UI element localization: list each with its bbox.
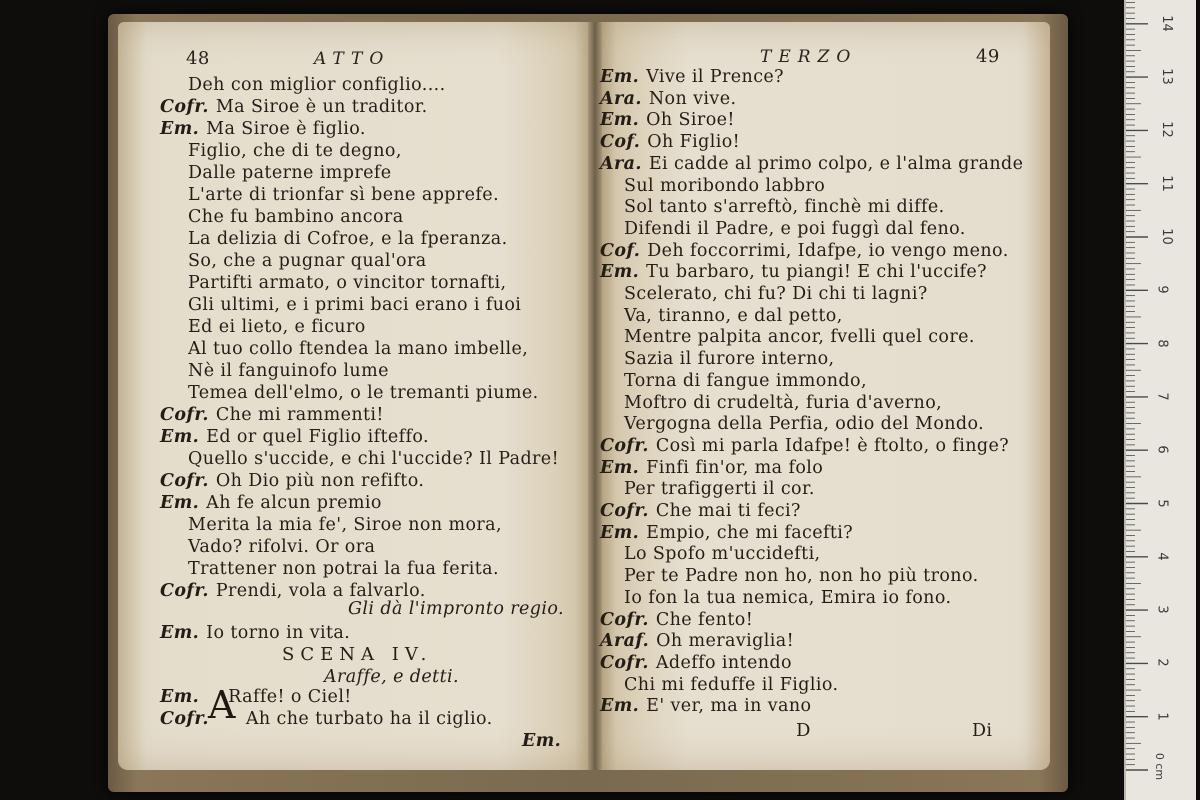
- verse-line: [188, 250, 427, 272]
- speaker-label: Cof.: [600, 240, 641, 261]
- left-page-number: 48: [186, 48, 210, 69]
- verse-text: Raffe! o Ciel!: [228, 687, 352, 707]
- verse-text: Ei cadde al primo colpo, e l'alma grande: [648, 153, 1024, 174]
- speaker-label: Em.: [160, 687, 200, 707]
- verse-line: [600, 630, 794, 652]
- speaker-label: Cofr.: [600, 435, 649, 456]
- verse-text: Vado? rifolvi. Or ora: [188, 537, 376, 557]
- verse-line: [624, 175, 825, 197]
- ruler-label: 5: [1154, 498, 1170, 508]
- ruler-label: 10: [1158, 228, 1174, 245]
- speaker-label: Cofr.: [160, 405, 209, 425]
- verse-line: [600, 109, 735, 131]
- ruler-label: 3: [1154, 605, 1170, 614]
- verse-text: Oh Dio più non refifto.: [215, 471, 425, 491]
- verse-text: Io fon la tua nemica, Emira io fono.: [624, 587, 952, 608]
- speaker-label: Araf.: [600, 631, 650, 652]
- speaker-label: Em.: [600, 67, 640, 87]
- verse-line: [600, 66, 784, 88]
- verse-text: Partifti armato, o vincitor tornafti,: [188, 273, 507, 293]
- verse-line: [600, 435, 1009, 457]
- verse-text: Adeffo intendo: [655, 652, 792, 673]
- measurement-ruler: [1124, 0, 1196, 800]
- verse-text: Deh foccorrimi, Idafpe, io vengo meno.: [647, 240, 1009, 261]
- verse-text: Ma Siroe è un traditor.: [215, 97, 428, 117]
- speaker-label: Ara.: [600, 153, 642, 174]
- verse-text: Lo Spofo m'uccidefti,: [624, 544, 821, 565]
- speaker-label: Cofr.: [160, 471, 209, 491]
- verse-line: [160, 118, 366, 140]
- speaker-label: Cof.: [600, 132, 641, 153]
- verse-line: [160, 96, 428, 118]
- verse-line: [160, 404, 384, 426]
- verse-line: [600, 88, 736, 110]
- speaker-label: Cofr.: [160, 97, 209, 117]
- verse-text: Ed ei lieto, e ficuro: [188, 317, 366, 337]
- verse-text: Mentre palpita ancor, fvelli quel core.: [624, 327, 975, 348]
- ruler-label: 12: [1158, 121, 1174, 139]
- verse-line: [624, 392, 942, 414]
- verse-line: [600, 522, 853, 544]
- verse-text: Non vive.: [648, 88, 737, 109]
- verse-text: Per te Padre non ho, non ho più trono.: [624, 566, 979, 587]
- verse-line: [188, 382, 539, 404]
- verse-text: Ah che turbato ha il ciglio.: [245, 709, 493, 729]
- verse-line: [624, 370, 867, 392]
- right-running-head: TERZO: [760, 47, 858, 67]
- ruler-label: 9: [1154, 285, 1170, 294]
- verse-text: Per trafiggerti il cor.: [624, 479, 815, 500]
- scene-cast: Araffe, e detti.: [324, 667, 459, 687]
- verse-line: [600, 131, 740, 153]
- speaker-label: Cofr.: [600, 501, 649, 521]
- verse-line: [624, 348, 835, 370]
- ruler-label: 6: [1154, 445, 1170, 454]
- verse-text: Empio, che mi facefti?: [646, 522, 854, 543]
- ruler-label: 1: [1154, 712, 1170, 721]
- verse-text: Ah fe alcun premio: [206, 493, 382, 513]
- scene-heading: SCENA IV.: [282, 644, 433, 665]
- verse-text: Trattener non potrai la fua ferita.: [188, 559, 499, 579]
- speaker-label: Cofr.: [160, 581, 209, 601]
- ruler-label: 13: [1158, 68, 1174, 85]
- verse-text: Figlio, che di te degno,: [188, 141, 402, 161]
- speaker-label: Em.: [160, 493, 200, 513]
- verse-line: [188, 140, 402, 162]
- verse-line: [600, 261, 987, 283]
- right-catchword: Di: [972, 721, 993, 741]
- verse-text: Gli ultimi, e i primi baci erano i fuoi: [188, 295, 522, 315]
- verse-line: [188, 272, 506, 294]
- verse-line: [624, 478, 815, 500]
- ruler-label: 7: [1154, 392, 1170, 401]
- verse-line: [624, 218, 966, 240]
- verse-text: Oh Siroe!: [646, 110, 735, 131]
- verse-text: Sul moribondo labbro: [624, 175, 826, 196]
- speaker-label: Em.: [600, 457, 640, 478]
- right-page-number: 49: [976, 46, 1000, 67]
- verse-line: [624, 565, 979, 587]
- speaker-label: Em.: [600, 110, 640, 131]
- verse-line: [624, 543, 821, 565]
- verse-text: Quello s'uccide, e chi l'uccide? Il Padre!: [188, 449, 559, 469]
- verse-line: [624, 283, 928, 305]
- verse-text: Ma Siroe è figlio.: [206, 119, 366, 139]
- verse-line: [188, 206, 404, 228]
- verse-line: [600, 695, 811, 717]
- verse-text: Moftro di crudeltà, furia d'averno,: [624, 392, 943, 413]
- verse-line: [600, 500, 801, 522]
- verse-text: Difendi il Padre, e poi fuggì dal feno.: [624, 218, 966, 239]
- verse-text: Oh Figlio!: [647, 132, 741, 153]
- verse-text: Che fu bambino ancora: [188, 207, 404, 227]
- verse-line: [160, 492, 382, 514]
- ruler-label: 8: [1154, 338, 1170, 348]
- speaker-label: Cofr.: [600, 609, 649, 630]
- verse-line: [624, 196, 945, 218]
- verse-text: Torna di fangue immondo,: [624, 370, 867, 391]
- verse-line: [188, 294, 521, 316]
- verse-text: So, che a pugnar qual'ora: [188, 251, 427, 271]
- last-line-1: [160, 686, 352, 708]
- verse-text: Va, tiranno, e dal petto,: [624, 305, 843, 326]
- verse-line: [600, 457, 823, 479]
- verse-text: Che mi rammenti!: [215, 405, 384, 425]
- speaker-label: Em.: [600, 696, 640, 717]
- verse-text: Al tuo collo ftendea la mano imbelle,: [188, 339, 529, 359]
- verse-text: Sazia il furore interno,: [624, 349, 835, 370]
- verse-text: Così mi parla Idafpe! è ftolto, o finge?: [655, 435, 1010, 456]
- verse-text: Che mai ti feci?: [655, 501, 801, 521]
- verse-text: Tu barbaro, tu piangi! E chi l'uccife?: [646, 262, 987, 283]
- speaker-label: Em.: [160, 427, 200, 447]
- verse-line: [160, 470, 424, 492]
- verse-text: E' ver, ma in vano: [646, 696, 812, 717]
- verse-line: [600, 153, 1023, 175]
- verse-text: Merita la mia fe', Siroe non mora,: [188, 515, 502, 535]
- verse-line: [624, 305, 843, 327]
- verse-text: Ed or quel Figlio ifteffo.: [206, 427, 429, 447]
- verse-line: [600, 240, 1009, 262]
- verse-text: Che fento!: [655, 609, 754, 630]
- verse-line: [188, 184, 499, 206]
- verse-line: [188, 228, 508, 250]
- verse-line: [188, 558, 499, 580]
- speaker-label: Em.: [160, 623, 200, 643]
- verse-text: Dalle paterne imprefe: [188, 163, 392, 183]
- verse-text: Chi mi feduffe il Figlio.: [624, 674, 839, 695]
- verse-line: [188, 338, 528, 360]
- verse-line: [188, 316, 366, 338]
- verse-line: [624, 587, 951, 609]
- verse-text: Temea dell'elmo, o le tremanti piume.: [188, 383, 539, 403]
- verse-text: Sol tanto s'arreftò, finchè mi diffe.: [624, 197, 945, 218]
- verse-line: [624, 326, 975, 348]
- verse-line: [188, 360, 389, 382]
- verse-line: [188, 448, 559, 470]
- verse-text: Io torno in vita.: [206, 623, 351, 643]
- last-line-2: [160, 708, 493, 730]
- speaker-label: Em.: [600, 262, 640, 283]
- after-stage-line: [160, 622, 350, 644]
- ruler-label: 11: [1158, 174, 1174, 192]
- verse-text: Finfi fin'or, ma folo: [646, 457, 824, 478]
- verse-line: [188, 536, 375, 558]
- verse-text: Scelerato, chi fu? Di chi ti lagni?: [624, 284, 928, 304]
- verse-line: [624, 674, 838, 696]
- signature-mark: D: [796, 720, 811, 741]
- verse-text: Vive il Prence?: [646, 67, 784, 87]
- left-catchword: Em.: [522, 731, 562, 751]
- verse-line: [188, 514, 502, 536]
- verse-line: [600, 652, 792, 674]
- ruler-label: 2: [1154, 658, 1170, 668]
- speaker-label: Em.: [160, 119, 200, 139]
- verse-line: [188, 162, 392, 184]
- speaker-label: Ara.: [600, 88, 642, 109]
- verse-line: [624, 413, 984, 435]
- verse-text: Oh meraviglia!: [656, 631, 795, 652]
- speaker-label: Cofr.: [160, 709, 209, 729]
- verse-text: Nè il fanguinofo lume: [188, 361, 389, 381]
- ruler-label: 14: [1158, 15, 1174, 32]
- verse-text: Deh con miglior configlio....: [188, 75, 446, 95]
- ruler-unit: 0 cm: [1153, 752, 1167, 781]
- verse-line: [160, 426, 429, 448]
- verse-line: [188, 74, 446, 96]
- speaker-label: Cofr.: [600, 652, 649, 673]
- speaker-label: Em.: [600, 522, 640, 543]
- verse-text: Prendi, vola a falvarlo.: [215, 581, 426, 601]
- verse-text: La delizia di Cofroe, e la fperanza.: [188, 229, 508, 249]
- verse-text: L'arte di trionfar sì bene apprefe.: [188, 185, 500, 205]
- stage-direction: Gli dà l'impronto regio.: [348, 599, 564, 619]
- left-running-head: ATTO: [314, 49, 391, 69]
- ruler-label: 4: [1154, 552, 1170, 561]
- drop-cap: A: [208, 683, 236, 727]
- verse-text: Vergogna della Perfia, odio del Mondo.: [624, 414, 985, 435]
- verse-line: [600, 609, 753, 631]
